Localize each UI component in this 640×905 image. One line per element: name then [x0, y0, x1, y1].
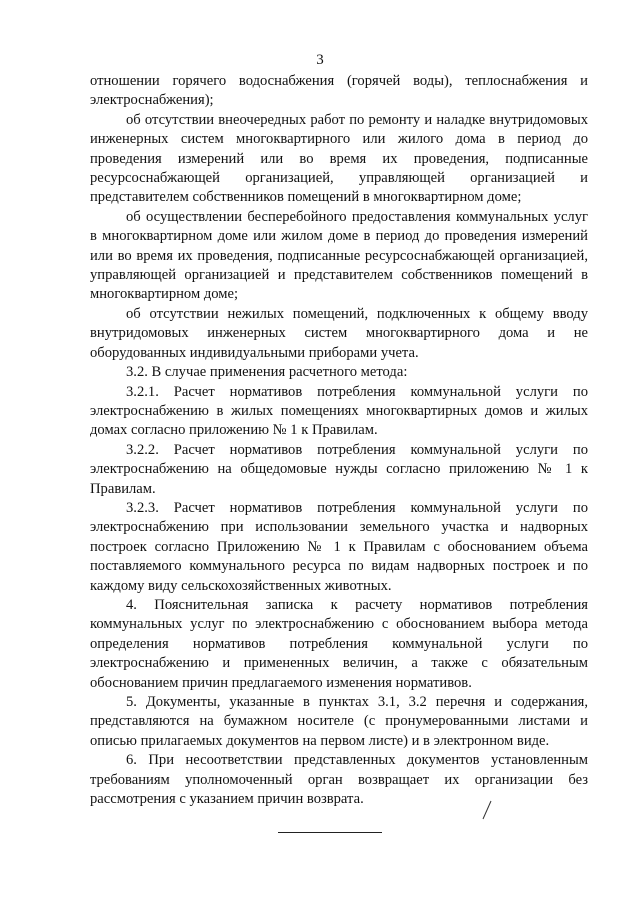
paragraph: 3.2.2. Расчет нормативов потребления коммунальной услуги по электроснабжению на общедомовые нужды согласно приложению № 1 к Правилам. — [90, 441, 588, 497]
paragraph: 3.2.1. Расчет нормативов потребления коммунальной услуги по электроснабжению в жилых помещениях многоквартирных домов и жилых домах согласно приложению № 1 к Правилам. — [90, 383, 588, 439]
paragraph: об осуществлении бесперебойного предоставления коммунальных услуг в многоквартирном доме или жилом доме в период до проведения измерений или во время их проведения, подписанные ресурсоснабжающей организацией, управляющей организацией и представителем собственников помещений в многоквартирном доме; — [90, 208, 588, 303]
paragraph: об отсутствии нежилых помещений, подключенных к общему вводу внутридомовых инженерных систем многоквартирного дома и не оборудованных индивидуальными приборами учета. — [90, 305, 588, 361]
document-body — [90, 72, 588, 809]
paragraph: об отсутствии внеочередных работ по ремонту и наладке внутридомовых инженерных систем многоквартирного или жилого дома в период до проведения измерений или во время их проведения, подписанные ресурсоснабжающей организацией, управляющей организацией и представителем собственников помещений в многоквартирном доме; — [90, 111, 588, 206]
pen-mark — [481, 800, 493, 820]
end-of-document-rule — [278, 832, 382, 833]
page-number: 3 — [316, 52, 324, 68]
paragraph: 4. Пояснительная записка к расчету нормативов потребления коммунальных услуг по электроснабжению с обоснованием выбора метода определения нормативов потребления коммунальной услуги по электроснабжению и примененных величин, а также с обязательным обоснованием причин предлагаемого изменения нормативов. — [90, 596, 588, 691]
paragraph-continuation: отношении горячего водоснабжения (горячей воды), теплоснабжения и электроснабжения); — [90, 73, 588, 109]
paragraph: 3.2.3. Расчет нормативов потребления коммунальной услуги по электроснабжению при использовании земельного участка и надворных построек согласно Приложению № 1 к Правилам с обоснованием объема поставляемого коммунального ресурса по видам надворных построек и по каждому виду сельскохозяйственных животных. — [90, 499, 588, 594]
paragraph: 5. Документы, указанные в пунктах 3.1, 3.2 перечня и содержания, представляются на бумажном носителе (с пронумерованными листами и описью прилагаемых документов на первом листе) и в электронном виде. — [90, 694, 588, 749]
paragraph: 3.2. В случае применения расчетного метода: — [126, 364, 408, 381]
paragraph: 6. При несоответствии представленных документов установленным требованиям уполномоченный орган возвращает их организации без рассмотрения с указанием причин возврата. — [90, 752, 588, 808]
